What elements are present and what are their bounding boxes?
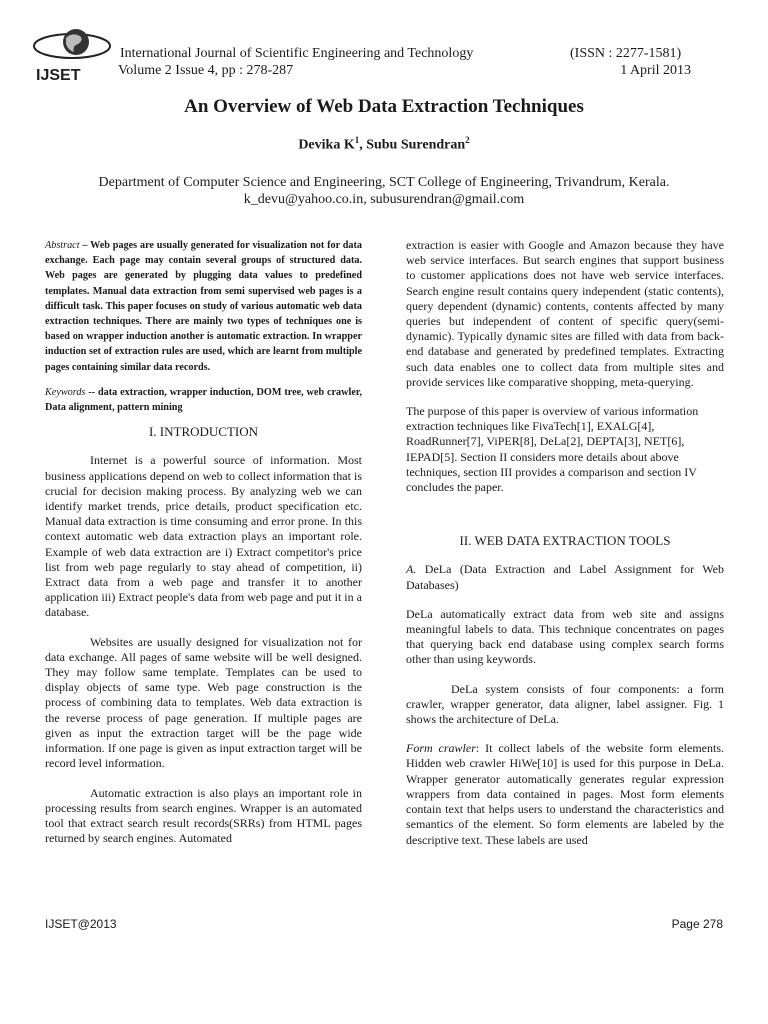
- logo-text: IJSET: [36, 67, 81, 84]
- dela-paragraph-1: DeLa automatically extract data from web site and assigns meaningful labels to data. This technique concentrates on pages that querying back end database using complex search forms other than using keywords.: [406, 606, 724, 667]
- form-crawler-paragraph: [406, 741, 724, 847]
- section-heading-intro: I. INTRODUCTION: [148, 424, 259, 440]
- author-separator: ,: [359, 137, 367, 153]
- left-column: [45, 238, 362, 846]
- keywords-label: Keywords: [45, 386, 86, 398]
- journal-name: International Journal of Scientific Engineering and Technology: [120, 46, 474, 61]
- intro-paragraph-2: Websites are usually designed for visualization not for data exchange. All pages of same website will be well designed. They may follow same template. Templates can be used to display objects of same type. Web page construction is the process of combining data to templates. Web data extraction is the reverse process of page generation. If multiple pages are given as input the extraction target will be the page wide information. If one page is given as input extraction target will be record level information.: [45, 634, 362, 771]
- author-2-affil: 2: [465, 135, 470, 145]
- journal-issn: (ISSN : 2277-1581): [570, 46, 682, 61]
- keywords: [45, 385, 362, 415]
- form-crawler-label: Form crawler: [406, 741, 476, 756]
- footer-page-number: Page 278: [671, 917, 723, 931]
- author-emails: k_devu@yahoo.co.in, subusurendran@gmail.com: [243, 192, 525, 207]
- form-crawler-text: : It collect labels of the website form elements. Hidden web crawler HiWe[10] is used for this purpose in DeLa. Wrapper generator automatically generates regular expression wrappers from data contained in pages. Most form elements contain text that helps users to understand the characteristics and semantics of the element. So form elements are labeled by the descriptive text. These labels are used: [406, 741, 724, 847]
- abstract-text: – Web pages are usually generated for visualization not for data exchange. Each page may contain several groups of structured data. Web pages are generated by plugging data values to predefined templates. Manual data extraction from semi supervised web pages is a difficult task. This paper focuses on study of various automatic web data extraction techniques. There are mainly two types of techniques one is based on wrapper induction another is automatic extraction. In wrapper induction set of extraction rules are used, which are learnt from multiple pages containing similar data records.: [45, 240, 362, 373]
- abstract: [45, 238, 362, 375]
- author-2: Subu Surendran: [366, 137, 466, 153]
- footer-copyright: IJSET@2013: [45, 917, 117, 931]
- subsection-label: A.: [406, 562, 417, 577]
- author-1-affil: 1: [354, 135, 360, 145]
- right-paragraph-1: extraction is easier with Google and Amazon because they have web service interfaces. But search engines that support business to customer applications does not have web service interfaces. Search engine result contains query independent (static contents), query dependent (dynamic) contents, contents affected by many queries but independent of content of specific query(semi-dynamic). Typically dynamic sites are filled with data from back-end database and generated by predefined templates. Extracting such data enables one to collect data from multiple sites and provide services like comparative shopping, meta-querying.: [406, 238, 724, 389]
- author-list: [0, 135, 768, 154]
- affiliation-block: [0, 174, 768, 208]
- subsection-title: DeLa (Data Extraction and Label Assignment for Web Databases): [406, 562, 724, 592]
- dela-paragraph-2: DeLa system consists of four components: a form crawler, wrapper generator, data aligner, label assigner. Fig. 1 shows the architecture of DeLa.: [406, 681, 724, 727]
- right-column: [406, 238, 724, 848]
- subsection-dela: [406, 562, 724, 592]
- affiliation: Department of Computer Science and Engineering, SCT College of Engineering, Trivandrum, Kerala.: [98, 175, 670, 190]
- abstract-label: Abstract: [45, 240, 80, 251]
- ijset-logo: [26, 24, 118, 84]
- right-paragraph-2: The purpose of this paper is overview of various information extraction techniques like FivaTech[1], EXALG[4], RoadRunner[7], ViPER[8], DeLa[2], DEPTA[3], NET[6], IEPAD[5]. Section II considers more details about above techniques, section III provides a comparison and section IV concludes the paper.: [406, 404, 699, 495]
- section-heading-tools: II. WEB DATA EXTRACTION TOOLS: [459, 533, 671, 549]
- intro-paragraph-3: Automatic extraction is also plays an important role in processing results from search engines. Wrapper is an automated tool that extract search result records(SRRs) from HTML pages returned by search engines. Automated: [45, 785, 362, 846]
- paper-title: An Overview of Web Data Extraction Techniques: [184, 96, 584, 117]
- publication-date: 1 April 2013: [620, 63, 691, 78]
- journal-volume: Volume 2 Issue 4, pp : 278-287: [118, 63, 294, 78]
- author-1: Devika K: [298, 137, 355, 153]
- keywords-text: -- data extraction, wrapper induction, DOM tree, web crawler, Data alignment, pattern mining: [45, 386, 362, 414]
- intro-paragraph-1: Internet is a powerful source of information. Most business applications depend on web to collect information that is crucial for decision making process. By analyzing web we can identify market trends, price details, product specification etc. Manual data extraction is time consuming and error prone. In this context automatic web data extraction plays an important role. Example of web data extraction are i) Extract competitor's price list from web page regularly to stay ahead of competition, ii) Extract data from a web page and transfer it to another application iii) Extract people's data from web page and put it in a database.: [45, 453, 362, 620]
